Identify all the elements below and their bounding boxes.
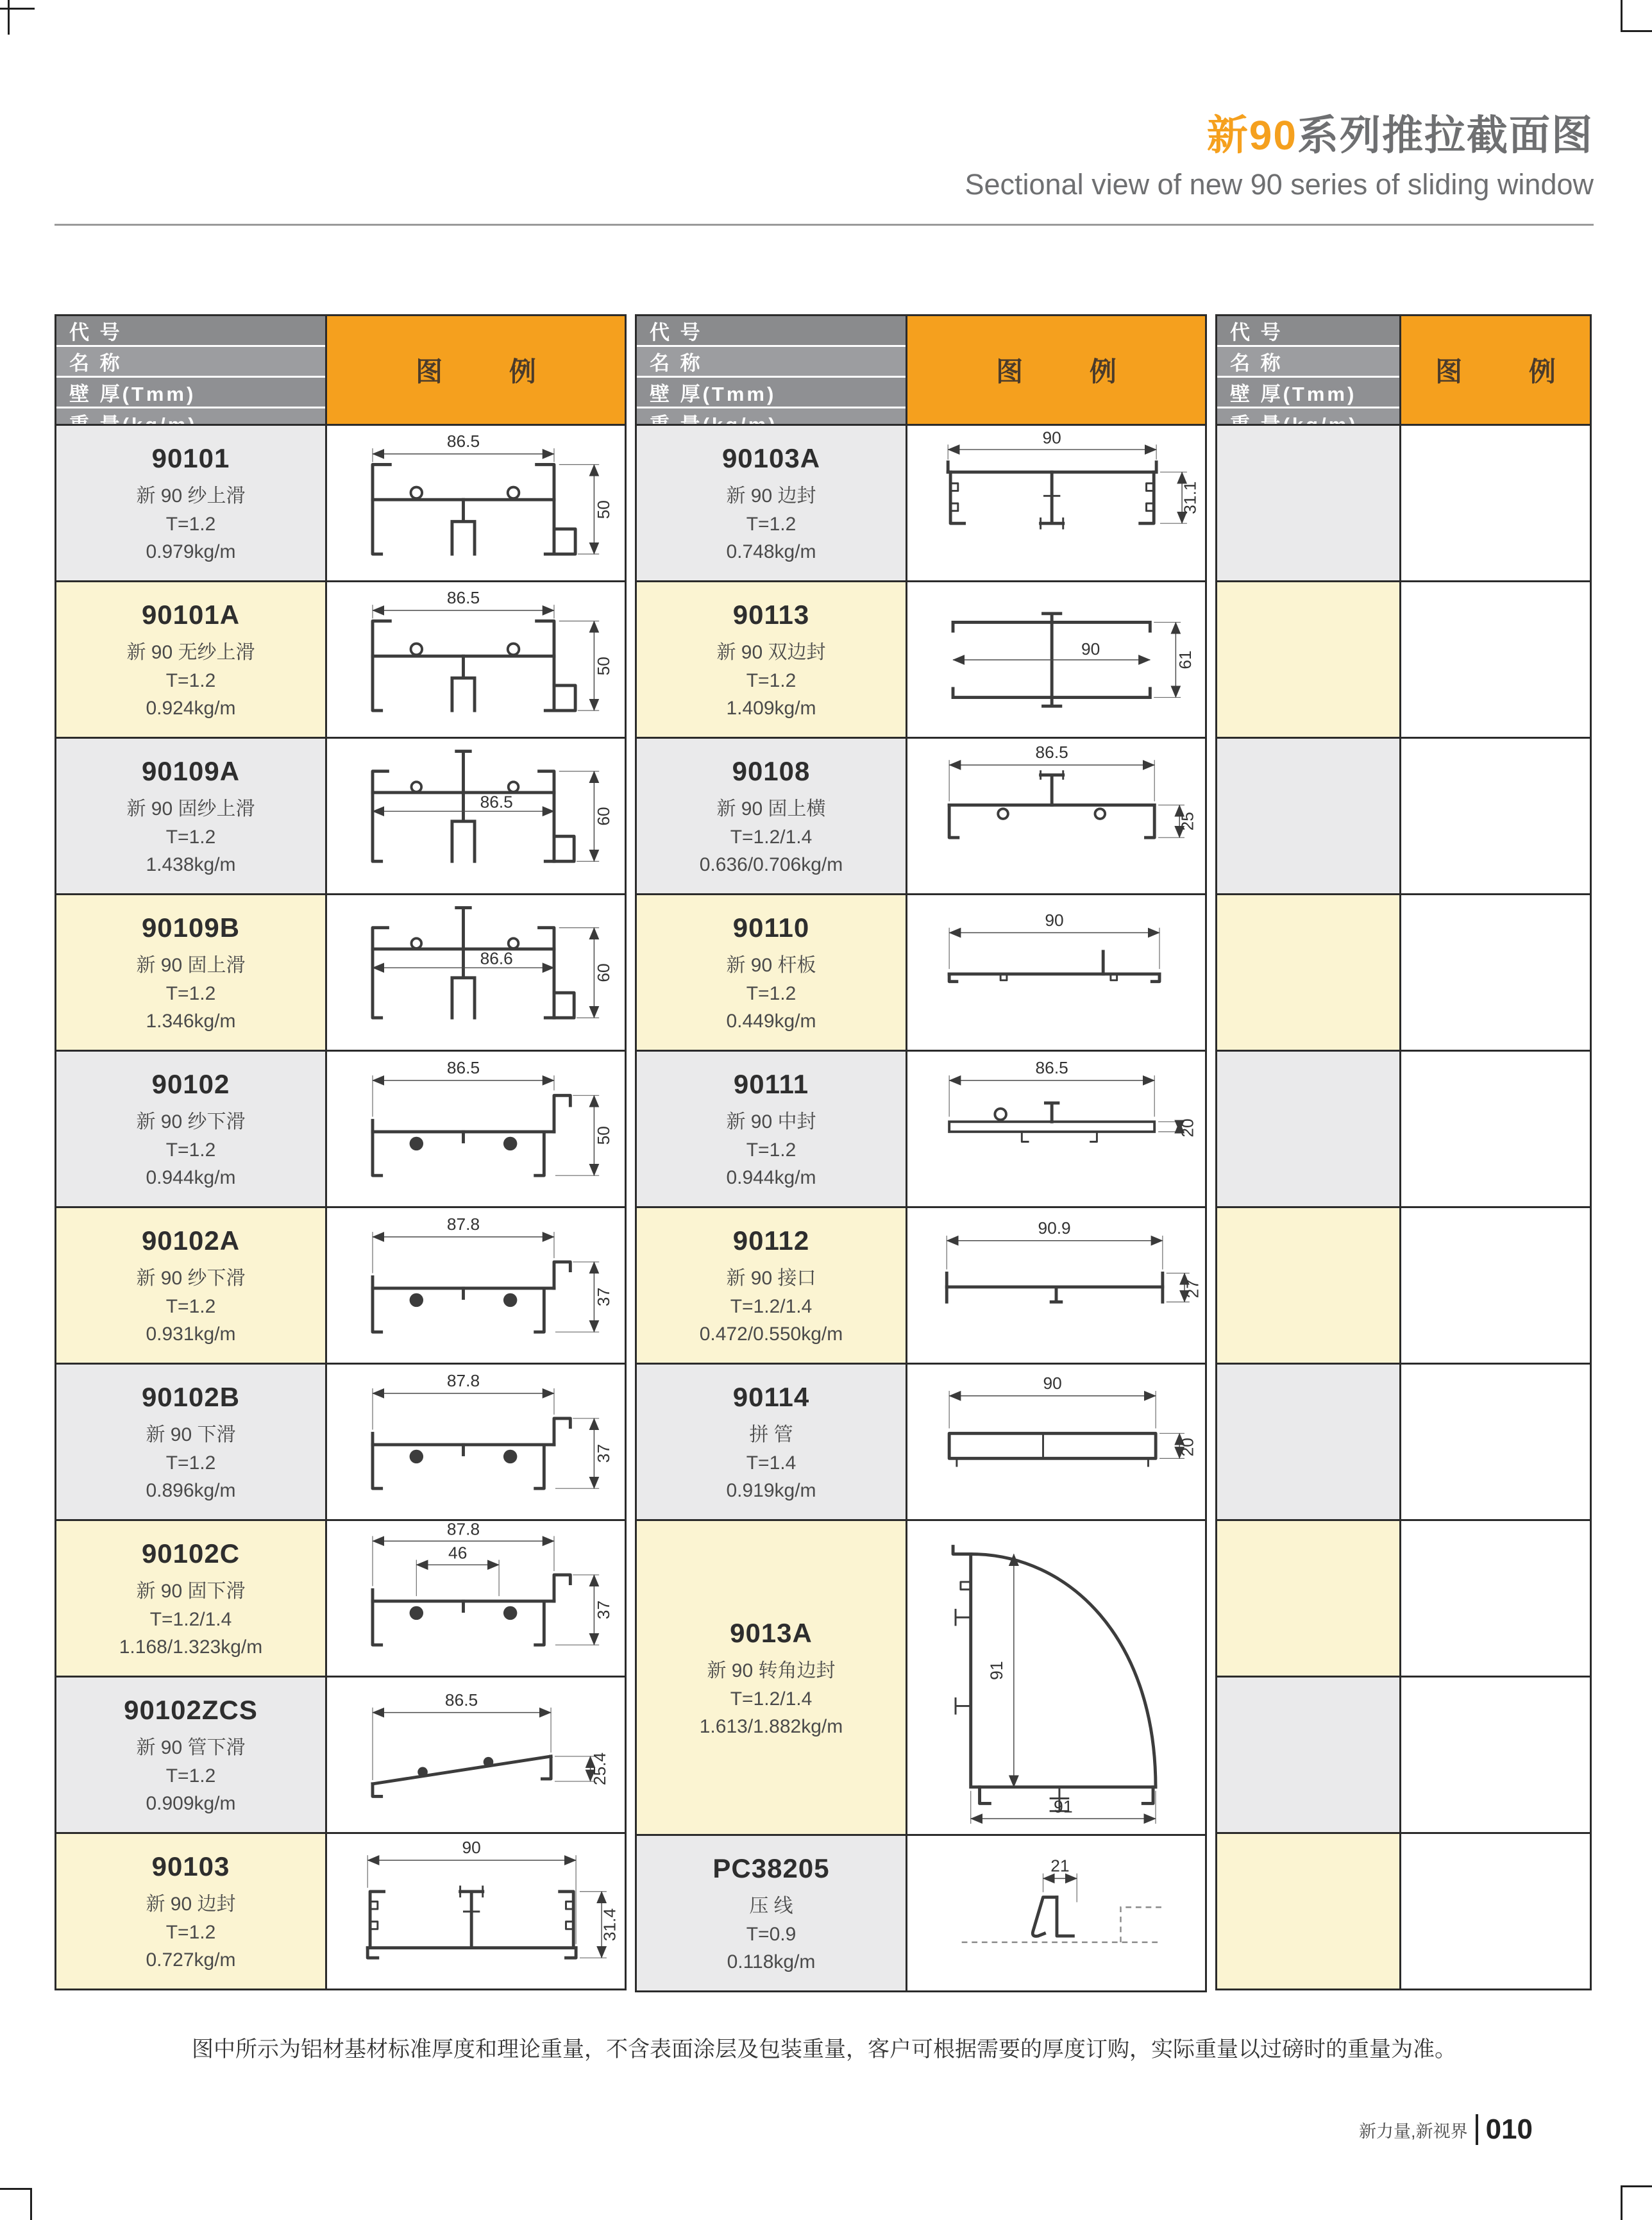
empty-info-cell xyxy=(1215,737,1401,895)
profile-drawing xyxy=(907,895,1205,1050)
profile-code: 9013A xyxy=(730,1617,813,1648)
profile-legend-cell xyxy=(325,1050,627,1208)
header-name-label: 名 称 xyxy=(1217,347,1399,376)
profile-code: 90103 xyxy=(151,1851,230,1881)
svg-text:87.8: 87.8 xyxy=(446,1521,480,1539)
svg-text:25.4: 25.4 xyxy=(589,1752,609,1786)
table-row xyxy=(55,1363,627,1521)
svg-text:31.4: 31.4 xyxy=(600,1908,620,1942)
profile-thickness: T=1.2 xyxy=(165,827,216,848)
profile-weight: 1.168/1.323kg/m xyxy=(119,1636,263,1658)
svg-text:86.5: 86.5 xyxy=(446,1058,480,1078)
table-row xyxy=(635,1363,1207,1521)
empty-legend-cell xyxy=(1399,1363,1592,1521)
svg-text:90.9: 90.9 xyxy=(1038,1218,1071,1238)
profile-drawing xyxy=(327,1678,625,1832)
profile-info-cell xyxy=(55,1050,327,1208)
empty-info-cell xyxy=(1215,1676,1401,1834)
profile-drawing xyxy=(327,1052,625,1206)
profile-drawing xyxy=(327,1834,625,1989)
svg-text:87.8: 87.8 xyxy=(446,1215,480,1234)
profile-info-cell xyxy=(635,424,907,582)
profile-weight: 0.919kg/m xyxy=(726,1480,816,1501)
profile-code: 90111 xyxy=(733,1069,809,1099)
svg-text:90: 90 xyxy=(462,1838,481,1858)
profile-legend-cell xyxy=(325,580,627,739)
header-legend-label: 图 例 xyxy=(906,314,1207,426)
profile-name: 新 90 下滑 xyxy=(146,1424,236,1445)
empty-info-cell xyxy=(1215,1363,1401,1521)
profile-code: 90109B xyxy=(141,912,240,943)
profile-code: 90112 xyxy=(732,1225,810,1256)
profile-drawing xyxy=(907,1052,1205,1206)
profile-name: 新 90 纱上滑 xyxy=(136,485,246,507)
table-row xyxy=(55,1832,627,1990)
profile-info-cell xyxy=(55,1206,327,1365)
table-header-row xyxy=(55,314,627,426)
table-row-empty xyxy=(1215,893,1592,1052)
header-info-cell xyxy=(1215,314,1401,426)
profile-drawing xyxy=(907,739,1205,893)
header-code-label: 代 号 xyxy=(1217,316,1399,345)
header-name-label: 名 称 xyxy=(637,347,906,376)
header-code-label: 代 号 xyxy=(56,316,325,345)
header-legend-label: 图 例 xyxy=(1399,314,1592,426)
table-row xyxy=(55,1676,627,1834)
profile-name: 新 90 固纱上滑 xyxy=(126,798,255,820)
page-subtitle: Sectional view of new 90 series of sliding window xyxy=(965,168,1594,201)
crop-mark-bottom-left-h xyxy=(0,2188,32,2190)
profile-code: 90102C xyxy=(141,1538,240,1568)
svg-text:90: 90 xyxy=(1081,639,1100,659)
profile-thickness: T=1.2 xyxy=(165,1452,216,1474)
profile-thickness: T=1.2 xyxy=(165,1765,216,1787)
empty-legend-cell xyxy=(1399,580,1592,739)
profile-legend-cell xyxy=(906,424,1207,582)
profile-drawing xyxy=(907,1521,1205,1834)
profile-weight: 0.924kg/m xyxy=(146,698,236,719)
svg-text:86.5: 86.5 xyxy=(480,792,513,812)
table-row xyxy=(635,1206,1207,1365)
profile-name: 新 90 边封 xyxy=(726,485,816,507)
profile-name: 新 90 无纱上滑 xyxy=(126,642,255,663)
empty-info-cell xyxy=(1215,893,1401,1052)
header-info-cell xyxy=(635,314,907,426)
profile-thickness: T=1.2 xyxy=(746,514,796,535)
svg-text:50: 50 xyxy=(593,1126,613,1145)
svg-text:90: 90 xyxy=(1043,1374,1062,1393)
table-row xyxy=(55,737,627,895)
profile-code: 90101 xyxy=(151,443,230,473)
table-row xyxy=(635,1519,1207,1836)
page-title-rest: 系列推拉截面图 xyxy=(1297,112,1594,158)
profile-legend-cell xyxy=(325,1676,627,1834)
profile-info-cell xyxy=(635,893,907,1052)
svg-text:86.5: 86.5 xyxy=(446,588,480,608)
svg-text:37: 37 xyxy=(593,1600,613,1620)
profile-drawing xyxy=(327,426,625,580)
crop-mark-top-left-h xyxy=(0,8,35,10)
svg-text:20: 20 xyxy=(1177,1118,1197,1138)
profile-thickness: T=1.2/1.4 xyxy=(730,1296,813,1317)
profile-weight: 0.931kg/m xyxy=(146,1324,236,1345)
table-row xyxy=(55,424,627,582)
profile-info-cell xyxy=(55,1363,327,1521)
profile-weight: 1.438kg/m xyxy=(146,854,236,875)
empty-legend-cell xyxy=(1399,737,1592,895)
profile-legend-cell xyxy=(325,1519,627,1678)
profile-legend-cell xyxy=(906,1834,1207,1992)
profile-code: 90114 xyxy=(732,1382,810,1412)
profile-code: 90102 xyxy=(151,1069,230,1099)
profile-thickness: T=1.2 xyxy=(165,983,216,1004)
profile-name: 新 90 中封 xyxy=(726,1111,816,1132)
empty-info-cell xyxy=(1215,1832,1401,1990)
profile-drawing xyxy=(327,739,625,893)
table-group-3 xyxy=(1215,314,1592,1990)
table-row-empty xyxy=(1215,1676,1592,1834)
empty-legend-cell xyxy=(1399,1206,1592,1365)
crop-mark-bottom-right-v xyxy=(1621,2185,1622,2220)
profile-name: 新 90 管下滑 xyxy=(136,1737,246,1758)
profile-thickness: T=1.2 xyxy=(165,1296,216,1317)
profile-info-cell xyxy=(55,1832,327,1990)
profile-name: 新 90 固下滑 xyxy=(136,1581,246,1602)
profile-thickness: T=1.2 xyxy=(165,1922,216,1943)
header-name-label: 名 称 xyxy=(56,347,325,376)
table-row xyxy=(55,580,627,739)
crop-mark-top-right-v xyxy=(1621,0,1622,32)
profile-drawing xyxy=(327,582,625,737)
profile-drawing xyxy=(327,1365,625,1519)
crop-mark-top-right-h xyxy=(1621,30,1652,32)
profile-name: 拼 管 xyxy=(749,1424,793,1445)
footer-page-number: 010 xyxy=(1485,2114,1533,2145)
empty-legend-cell xyxy=(1399,1832,1592,1990)
table-row xyxy=(635,737,1207,895)
header-info-cell xyxy=(55,314,327,426)
profile-weight: 0.727kg/m xyxy=(146,1949,236,1971)
profile-name: 新 90 固上滑 xyxy=(136,955,246,976)
profile-info-cell xyxy=(635,1206,907,1365)
profile-code: 90101A xyxy=(141,600,240,630)
profile-thickness: T=1.2 xyxy=(165,514,216,535)
table-row xyxy=(55,1519,627,1678)
profile-info-cell xyxy=(55,580,327,739)
header-thickness-label: 壁 厚(Tmm) xyxy=(56,378,325,407)
profile-drawing xyxy=(907,1208,1205,1363)
profile-code: 90103A xyxy=(721,443,821,473)
table-row xyxy=(55,1050,627,1208)
table-header-row xyxy=(635,314,1207,426)
table-group-2 xyxy=(635,314,1207,1992)
profile-legend-cell xyxy=(906,1363,1207,1521)
empty-info-cell xyxy=(1215,1519,1401,1678)
page-footer xyxy=(1359,2114,1533,2146)
table-row-empty xyxy=(1215,1832,1592,1990)
header-legend-label: 图 例 xyxy=(325,314,627,426)
profile-legend-cell xyxy=(325,893,627,1052)
profile-name: 新 90 杆板 xyxy=(726,955,816,976)
profile-info-cell xyxy=(635,1834,907,1992)
footnote: 图中所示为铝材基材标准厚度和理论重量，不含表面涂层及包装重量，客户可根据需要的厚度订购，实际重量以过磅时的重量为准。 xyxy=(192,2037,1456,2062)
svg-text:60: 60 xyxy=(593,963,613,982)
profile-info-cell xyxy=(55,893,327,1052)
profile-code: 90102B xyxy=(141,1382,240,1412)
table-header-row xyxy=(1215,314,1592,426)
svg-text:25: 25 xyxy=(1177,812,1197,831)
profile-drawing xyxy=(907,426,1205,580)
profile-code: PC38205 xyxy=(712,1853,830,1883)
profile-thickness: T=1.2/1.4 xyxy=(730,1688,813,1710)
empty-info-cell xyxy=(1215,580,1401,739)
profile-name: 新 90 纱下滑 xyxy=(136,1268,246,1289)
table-row xyxy=(635,580,1207,739)
profile-info-cell xyxy=(635,1363,907,1521)
page-title xyxy=(965,103,1594,162)
table-row-empty xyxy=(1215,1519,1592,1678)
profile-drawing xyxy=(327,895,625,1050)
footer-divider xyxy=(1476,2114,1478,2145)
profile-weight: 1.346kg/m xyxy=(146,1011,236,1032)
empty-legend-cell xyxy=(1399,1676,1592,1834)
profile-thickness: T=1.2 xyxy=(165,1139,216,1161)
profile-drawing xyxy=(327,1208,625,1363)
empty-info-cell xyxy=(1215,1206,1401,1365)
table-row-empty xyxy=(1215,580,1592,739)
empty-info-cell xyxy=(1215,424,1401,582)
header-thickness-label: 壁 厚(Tmm) xyxy=(1217,378,1399,407)
svg-text:37: 37 xyxy=(593,1287,613,1307)
svg-text:86.5: 86.5 xyxy=(1035,743,1068,762)
crop-mark-bottom-right-h xyxy=(1621,2185,1652,2187)
profile-weight: 0.449kg/m xyxy=(726,1011,816,1032)
table-row-empty xyxy=(1215,424,1592,582)
svg-text:90: 90 xyxy=(1045,910,1064,930)
profile-legend-cell xyxy=(906,737,1207,895)
profile-thickness: T=1.2 xyxy=(746,670,796,691)
profile-info-cell xyxy=(635,1519,907,1836)
header-code-label: 代 号 xyxy=(637,316,906,345)
empty-legend-cell xyxy=(1399,424,1592,582)
svg-text:86.5: 86.5 xyxy=(444,1690,478,1710)
svg-text:31.1: 31.1 xyxy=(1180,481,1200,514)
table-row xyxy=(635,1050,1207,1208)
profile-name: 新 90 边封 xyxy=(146,1894,236,1915)
profile-legend-cell xyxy=(906,1050,1207,1208)
profile-legend-cell xyxy=(325,1363,627,1521)
profile-legend-cell xyxy=(906,580,1207,739)
profile-thickness: T=1.2/1.4 xyxy=(149,1609,232,1630)
title-block xyxy=(965,103,1594,201)
profile-weight: 0.636/0.706kg/m xyxy=(699,854,843,875)
profile-name: 压 线 xyxy=(749,1896,793,1917)
profile-code: 90108 xyxy=(732,756,811,786)
profile-thickness: T=1.2 xyxy=(746,983,796,1004)
crop-mark-top-left-v xyxy=(8,0,10,35)
profile-thickness: T=1.2 xyxy=(165,670,216,691)
profile-thickness: T=1.2/1.4 xyxy=(730,827,813,848)
svg-text:86.5: 86.5 xyxy=(446,432,480,451)
profile-legend-cell xyxy=(325,1206,627,1365)
crop-mark-bottom-left-v xyxy=(30,2188,32,2220)
profile-thickness: T=0.9 xyxy=(746,1924,796,1945)
profile-legend-cell xyxy=(325,737,627,895)
profile-weight: 0.944kg/m xyxy=(726,1167,816,1188)
profile-weight: 0.472/0.550kg/m xyxy=(699,1324,843,1345)
page-title-highlight: 新90 xyxy=(1206,112,1297,158)
profile-weight: 0.118kg/m xyxy=(727,1951,816,1972)
profile-info-cell xyxy=(635,737,907,895)
profile-weight: 0.896kg/m xyxy=(146,1480,236,1501)
svg-text:46: 46 xyxy=(448,1543,468,1563)
svg-text:37: 37 xyxy=(593,1443,613,1463)
empty-legend-cell xyxy=(1399,893,1592,1052)
header-thickness-label: 壁 厚(Tmm) xyxy=(637,378,906,407)
profile-name: 新 90 双边封 xyxy=(716,642,826,663)
table-row xyxy=(55,1206,627,1365)
svg-text:27: 27 xyxy=(1183,1279,1202,1299)
svg-text:50: 50 xyxy=(593,657,613,676)
profile-weight: 1.409kg/m xyxy=(726,698,816,719)
profile-drawing xyxy=(327,1521,625,1676)
profile-code: 90109A xyxy=(141,756,240,786)
profile-weight: 1.613/1.882kg/m xyxy=(699,1715,843,1737)
table-row xyxy=(635,893,1207,1052)
empty-legend-cell xyxy=(1399,1050,1592,1208)
svg-text:91: 91 xyxy=(1054,1797,1073,1817)
table-row-empty xyxy=(1215,1363,1592,1521)
profile-weight: 0.979kg/m xyxy=(146,541,236,562)
table-row-empty xyxy=(1215,1206,1592,1365)
svg-text:21: 21 xyxy=(1050,1856,1070,1876)
profile-weight: 0.944kg/m xyxy=(146,1167,236,1188)
profile-legend-cell xyxy=(906,893,1207,1052)
table-row xyxy=(635,1834,1207,1992)
profile-code: 90113 xyxy=(732,600,810,630)
svg-text:61: 61 xyxy=(1175,650,1195,669)
profile-legend-cell xyxy=(325,424,627,582)
table-row-empty xyxy=(1215,1050,1592,1208)
profile-weight: 0.748kg/m xyxy=(726,541,816,562)
table-row xyxy=(55,893,627,1052)
profile-drawing xyxy=(907,582,1205,737)
profile-legend-cell xyxy=(906,1206,1207,1365)
profile-code: 90102A xyxy=(141,1225,240,1256)
svg-text:50: 50 xyxy=(593,500,613,519)
profile-weight: 0.909kg/m xyxy=(146,1793,236,1814)
table-row xyxy=(635,424,1207,582)
profile-name: 新 90 接口 xyxy=(726,1268,816,1289)
table-row-empty xyxy=(1215,737,1592,895)
profile-info-cell xyxy=(55,424,327,582)
profile-legend-cell xyxy=(906,1519,1207,1836)
svg-text:60: 60 xyxy=(593,807,613,826)
profile-name: 新 90 固上横 xyxy=(716,798,826,820)
profile-info-cell xyxy=(55,737,327,895)
table-group-1 xyxy=(55,314,627,1990)
profile-thickness: T=1.4 xyxy=(746,1452,796,1474)
empty-info-cell xyxy=(1215,1050,1401,1208)
profile-info-cell xyxy=(55,1519,327,1678)
profile-thickness: T=1.2 xyxy=(746,1139,796,1161)
profile-name: 新 90 转角边封 xyxy=(707,1660,836,1681)
footer-slogan: 新力量,新视界 xyxy=(1359,2121,1468,2141)
profile-code: 90110 xyxy=(732,912,810,943)
svg-text:91: 91 xyxy=(987,1661,1007,1680)
svg-text:20: 20 xyxy=(1177,1438,1197,1457)
svg-text:86.6: 86.6 xyxy=(480,948,513,968)
profile-drawing xyxy=(907,1365,1205,1519)
empty-legend-cell xyxy=(1399,1519,1592,1678)
svg-text:86.5: 86.5 xyxy=(1035,1058,1068,1078)
svg-text:90: 90 xyxy=(1042,428,1061,448)
profile-legend-cell xyxy=(325,1832,627,1990)
profile-drawing xyxy=(907,1836,1205,1990)
profile-info-cell xyxy=(635,1050,907,1208)
title-divider xyxy=(55,224,1594,226)
profile-code: 90102ZCS xyxy=(124,1695,258,1725)
svg-text:87.8: 87.8 xyxy=(446,1371,480,1391)
profile-info-cell xyxy=(635,580,907,739)
profile-name: 新 90 纱下滑 xyxy=(136,1111,246,1132)
profile-info-cell xyxy=(55,1676,327,1834)
